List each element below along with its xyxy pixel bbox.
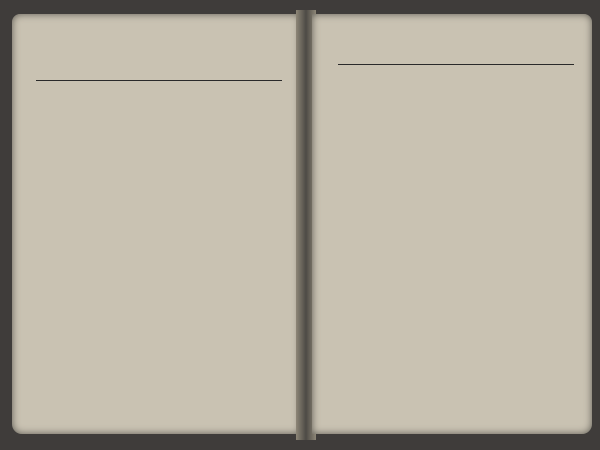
right-page-top-rule: [338, 64, 574, 65]
right-page: [312, 14, 592, 434]
left-page: [12, 14, 300, 434]
left-page-top-rule: [36, 80, 282, 81]
